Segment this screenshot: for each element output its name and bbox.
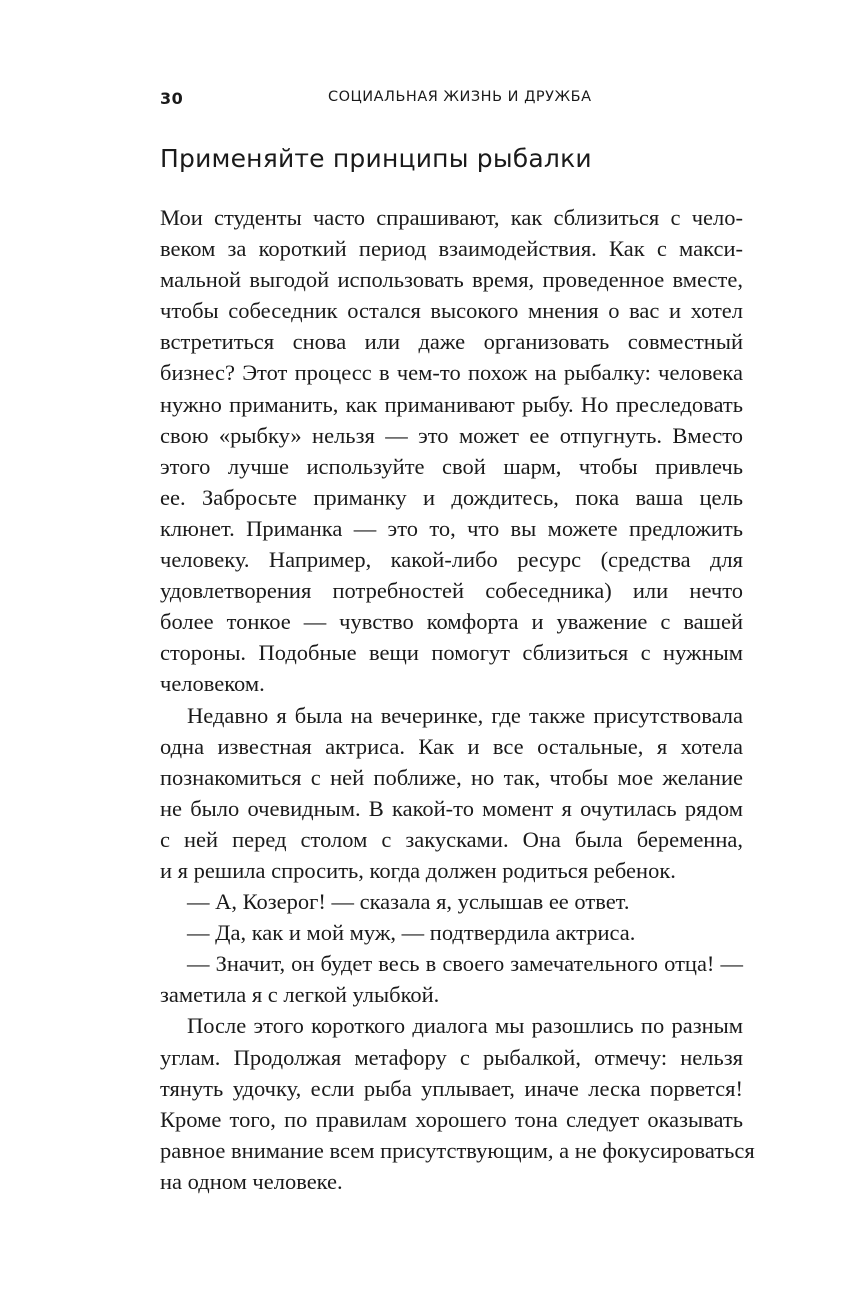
text-line: встретиться снова или даже организовать совместный bbox=[160, 329, 743, 355]
text-line: заметила я с легкой улыбкой. bbox=[160, 982, 440, 1008]
text-line: углам. Продолжая метафору с рыбалкой, отмечу: нельзя bbox=[160, 1044, 743, 1070]
text-line: более тонкое — чувство комфорта и уважение с вашей bbox=[160, 609, 743, 635]
text-line: и я решила спросить, когда должен родиться ребенок. bbox=[160, 857, 676, 883]
text-line: ее. Забросьте приманку и дождитесь, пока ваша цель bbox=[160, 484, 743, 510]
text-line: Кроме того, по правилам хорошего тона следует оказывать bbox=[160, 1106, 743, 1132]
text-line: нужно приманить, как приманивают рыбу. Но преследовать bbox=[160, 391, 743, 417]
text-line: чтобы собеседник остался высокого мнения о вас и хотел bbox=[160, 298, 743, 324]
section-heading: Применяйте принципы рыбалки bbox=[160, 144, 592, 173]
text-line: Недавно я была на вечеринке, где также присутствовала bbox=[187, 702, 743, 728]
text-line: бизнес? Этот процесс в чем-то похож на рыбалку: человека bbox=[160, 360, 743, 386]
text-line: удовлетворения потребностей собеседника) или нечто bbox=[160, 578, 743, 604]
text-line: мальной выгодой использовать время, проведенное вместе, bbox=[160, 267, 743, 293]
text-line: равное внимание всем присутствующим, а не фокусироваться bbox=[160, 1137, 755, 1163]
text-line: Мои студенты часто спрашивают, как сблизиться с чело- bbox=[160, 205, 743, 230]
text-line: с ней перед столом с закусками. Она была беременна, bbox=[160, 826, 743, 852]
text-line: свою «рыбку» нельзя — это может ее отпугнуть. Вместо bbox=[160, 422, 743, 448]
body-text bbox=[160, 202, 755, 1197]
text-line: на одном человеке. bbox=[160, 1168, 343, 1194]
text-line: стороны. Подобные вещи помогут сблизиться с нужным bbox=[160, 640, 743, 666]
text-line: этого лучше используйте свой шарм, чтобы привлечь bbox=[160, 453, 743, 479]
running-head: СОЦИАЛЬНАЯ ЖИЗНЬ И ДРУЖБА bbox=[328, 89, 592, 105]
text-line: веком за короткий период взаимодействия. Как с макси- bbox=[160, 236, 743, 262]
text-line: познакомиться с ней поближе, но так, чтобы мое желание bbox=[160, 764, 743, 790]
text-line: клюнет. Приманка — это то, что вы можете предложить bbox=[160, 515, 743, 541]
text-line: не было очевидным. В какой-то момент я очутилась рядом bbox=[160, 795, 743, 821]
text-line: тянуть удочку, если рыба уплывает, иначе леска порвется! bbox=[160, 1075, 743, 1101]
text-line: — А, Козерог! — сказала я, услышав ее ответ. bbox=[187, 889, 630, 915]
text-line: — Да, как и мой муж, — подтвердила актриса. bbox=[187, 920, 636, 946]
text-line: одна известная актриса. Как и все остальные, я хотела bbox=[160, 733, 743, 759]
text-line: человеку. Например, какой-либо ресурс (средства для bbox=[160, 547, 743, 573]
text-line: — Значит, он будет весь в своего замечательного отца! — bbox=[187, 951, 743, 977]
text-line: После этого короткого диалога мы разошлись по разным bbox=[187, 1013, 743, 1039]
text-line: человеком. bbox=[160, 671, 265, 697]
page-number: 30 bbox=[160, 89, 184, 108]
